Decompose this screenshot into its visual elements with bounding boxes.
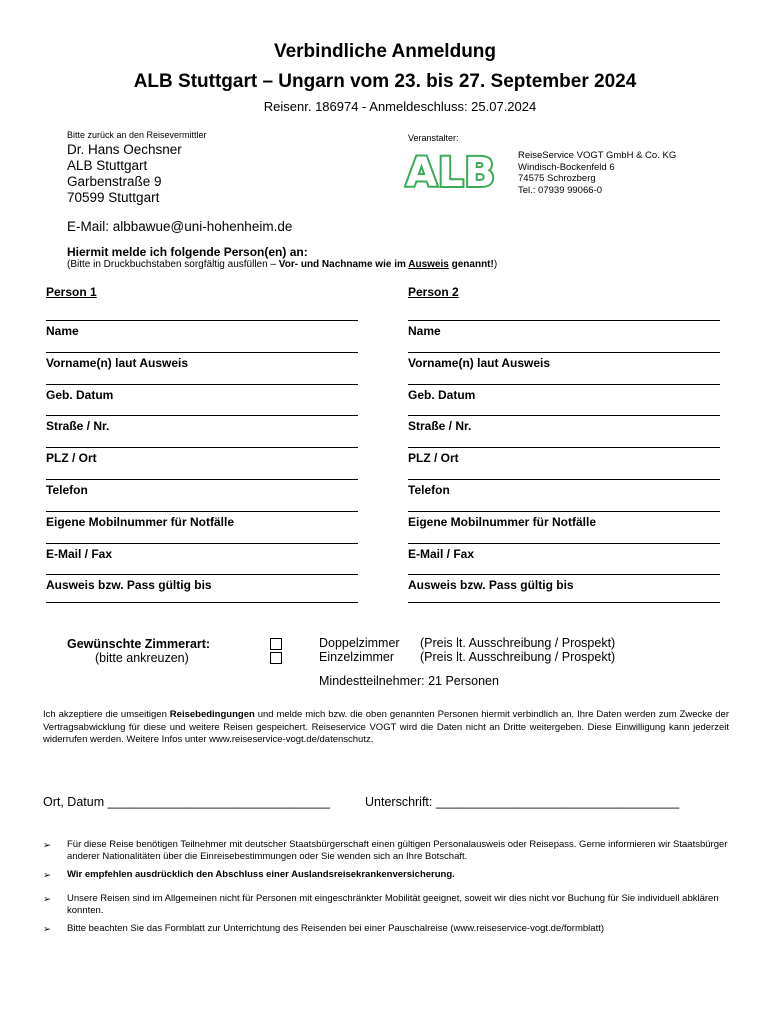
return-address-line: ALB Stuttgart xyxy=(67,158,148,173)
person-1-input-line[interactable] xyxy=(46,511,358,512)
person-2-field-label: E-Mail / Fax xyxy=(408,547,475,561)
return-address-line: 70599 Stuttgart xyxy=(67,190,160,205)
double-room-price-note: (Preis lt. Ausschreibung / Prospekt) xyxy=(420,636,616,650)
bullet-icon: ➢ xyxy=(43,840,51,851)
person-1-input-line[interactable] xyxy=(46,352,358,353)
double-room-label: Doppelzimmer xyxy=(319,636,400,650)
person-2-input-line[interactable] xyxy=(408,543,720,544)
person-1-input-line[interactable] xyxy=(46,447,358,448)
return-address xyxy=(67,142,182,206)
person-2-input-line[interactable] xyxy=(408,479,720,480)
double-room-checkbox[interactable] xyxy=(270,638,282,650)
return-address-label: Bitte zurück an den Reisevermittler xyxy=(67,130,207,140)
room-type-hint: (bitte ankreuzen) xyxy=(95,651,189,665)
single-room-label: Einzelzimmer xyxy=(319,650,395,664)
person-2-field-label: Straße / Nr. xyxy=(408,419,472,433)
registration-heading: Hiermit melde ich folgende Person(en) an: xyxy=(67,245,308,259)
note-prefix: (Bitte in Druckbuchstaben sorgfältig ausfüllen – xyxy=(67,259,279,270)
min-participants: Mindestteilnehmer: 21 Personen xyxy=(319,674,499,688)
person-2-input-line[interactable] xyxy=(408,602,720,603)
person-1-field-label: Name xyxy=(46,324,79,338)
person-2-field-label: Telefon xyxy=(408,483,450,497)
person-1-input-line[interactable] xyxy=(46,543,358,544)
person-2-field-label: Ausweis bzw. Pass gültig bis xyxy=(408,578,574,592)
organizer-label: Veranstalter: xyxy=(408,133,459,143)
note-bold-end: genannt! xyxy=(448,259,494,270)
person-2-field-label: Eigene Mobilnummer für Notfälle xyxy=(408,515,597,529)
person-2-field-label: Geb. Datum xyxy=(408,388,476,402)
consent-body: und melde mich bzw. die oben genannten Personen hiermit verbindlich an. Ihre Daten werden zum Zwecke der Vertragsabwicklung für diese und weitere Reisen gespeichert. Reiseservice VOGT wird die Daten nicht an Dritte weitergeben. Diese Einwilligung kann jederzeit widerrufen werden. Weitere Infos unter www.reiseservice-vogt.de/datenschutz. xyxy=(43,709,729,745)
person-1-input-line[interactable] xyxy=(46,574,358,575)
note-item: Unsere Reisen sind im Allgemeinen nicht für Personen mit eingeschränkter Mobilität geeignet, soweit wir dies nicht vor Buchung für Sie individuell abklären konnten. xyxy=(67,893,719,916)
person-1-input-line[interactable] xyxy=(46,479,358,480)
person-2-field-label: Name xyxy=(408,324,441,338)
return-address-line: Dr. Hans Oechsner xyxy=(67,142,182,157)
organizer-line: 74575 Schrozberg xyxy=(518,173,596,184)
person-1-field-label: Ausweis bzw. Pass gültig bis xyxy=(46,578,212,592)
person-2-input-line[interactable] xyxy=(408,384,720,385)
person-1-input-line[interactable] xyxy=(46,384,358,385)
trip-info: Reisenr. 186974 - Anmeldeschluss: 25.07.2024 xyxy=(263,99,537,114)
note-suffix: ) xyxy=(493,259,498,270)
person-1-input-line[interactable] xyxy=(46,415,358,416)
person-2-heading: Person 2 xyxy=(408,285,459,299)
person-1-heading: Person 1 xyxy=(46,285,97,299)
person-2-input-line[interactable] xyxy=(408,415,720,416)
person-1-field-label: E-Mail / Fax xyxy=(46,547,113,561)
bullet-icon: ➢ xyxy=(43,894,51,905)
bullet-icon: ➢ xyxy=(43,870,51,881)
registration-note xyxy=(67,259,497,270)
consent-text xyxy=(43,709,729,747)
person-1-field-label: PLZ / Ort xyxy=(46,451,97,465)
note-item: Für diese Reise benötigen Teilnehmer mit deutscher Staatsbürgerschaft einen gültigen Personalausweis oder Reisepass. Gerne informieren wir Staatsbürger anderer Nationalitäten über die Einreisebestimmungen oder Sie wenden sich an Ihre Botschaft. xyxy=(67,839,728,862)
organizer-line: Windisch-Bockenfeld 6 xyxy=(518,161,615,173)
person-2-input-line[interactable] xyxy=(408,320,720,321)
svg-text:ALB: ALB xyxy=(406,150,496,192)
alb-logo xyxy=(404,150,498,192)
contact-email: E-Mail: albbawue@uni-hohenheim.de xyxy=(67,219,293,234)
organizer-address xyxy=(518,150,676,196)
note-underlined: Ausweis xyxy=(408,259,449,270)
page-subtitle: ALB Stuttgart – Ungarn vom 23. bis 27. September 2024 xyxy=(133,71,637,92)
person-1-input-line[interactable] xyxy=(46,602,358,603)
person-1-field-label: Geb. Datum xyxy=(46,388,114,402)
place-date-field[interactable]: Ort, Datum ________________________________ xyxy=(43,795,331,809)
single-room-checkbox[interactable] xyxy=(270,652,282,664)
person-2-field-label: Vorname(n) laut Ausweis xyxy=(408,356,551,370)
person-1-field-label: Vorname(n) laut Ausweis xyxy=(46,356,189,370)
person-2-input-line[interactable] xyxy=(408,352,720,353)
note-item: Wir empfehlen ausdrücklich den Abschluss einer Auslandsreisekrankenversicherung. xyxy=(67,869,455,880)
person-2-input-line[interactable] xyxy=(408,511,720,512)
note-bold: Vor- und Nachname wie im xyxy=(278,259,409,270)
person-1-field-label: Telefon xyxy=(46,483,88,497)
person-1-input-line[interactable] xyxy=(46,320,358,321)
return-address-line: Garbenstraße 9 xyxy=(67,174,162,189)
person-2-field-label: PLZ / Ort xyxy=(408,451,459,465)
organizer-line: ReiseService VOGT GmbH & Co. KG xyxy=(518,150,677,161)
page-title: Verbindliche Anmeldung xyxy=(273,41,497,62)
person-2-input-line[interactable] xyxy=(408,447,720,448)
single-room-price-note: (Preis lt. Ausschreibung / Prospekt) xyxy=(420,650,616,664)
note-item: Bitte beachten Sie das Formblatt zur Unterrichtung des Reisenden bei einer Pauschalreise (www.reiseservice-vogt.de/formblatt) xyxy=(67,923,605,934)
room-type-label: Gewünschte Zimmerart: xyxy=(67,637,211,651)
consent-terms: Reisebedingungen xyxy=(169,709,255,720)
bullet-icon: ➢ xyxy=(43,924,51,935)
person-1-field-label: Straße / Nr. xyxy=(46,419,110,433)
person-2-input-line[interactable] xyxy=(408,574,720,575)
consent-prefix: Ich akzeptiere die umseitigen xyxy=(43,709,170,720)
organizer-line: Tel.: 07939 99066-0 xyxy=(518,184,602,196)
signature-field[interactable]: Unterschrift: ___________________________________ xyxy=(365,795,680,809)
person-1-field-label: Eigene Mobilnummer für Notfälle xyxy=(46,515,235,529)
